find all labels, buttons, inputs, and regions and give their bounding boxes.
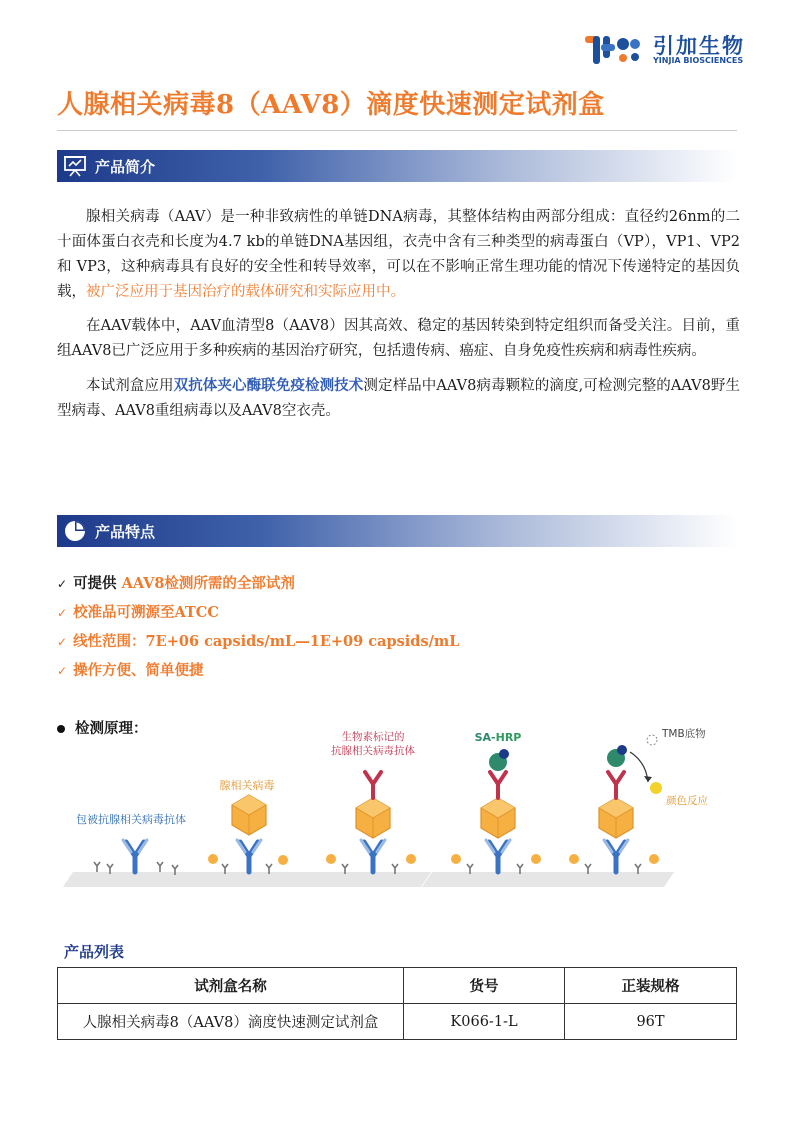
page-title: 人腺相关病毒8（AAV8）滴度快速测定试剂盒 xyxy=(57,90,605,120)
detection-principle-diagram xyxy=(57,722,737,892)
brand-mark-icon xyxy=(583,30,647,70)
biotin-label-line1: 生物素标记的 xyxy=(341,731,405,743)
section-label-features: 产品特点 xyxy=(95,523,156,541)
pie-chart-icon xyxy=(63,519,87,543)
intro-text xyxy=(57,205,740,433)
color-reaction-label: 颜色反应 xyxy=(666,795,708,807)
brand-name: 引加生物 xyxy=(653,34,745,58)
feature-item: ✓ 可提供 AAV8检测所需的全部试剂 xyxy=(57,575,295,592)
title-divider xyxy=(57,130,737,131)
header-pack-size: 正装规格 xyxy=(565,968,737,1004)
intro-highlight: 被广泛应用于基因治疗的载体研究和实际应用中。 xyxy=(86,284,405,300)
cell-kit-name: 人腺相关病毒8（AAV8）滴度快速测定试剂盒 xyxy=(58,1004,404,1040)
virus-label: 腺相关病毒 xyxy=(219,779,275,792)
feature-item: ✓ 线性范围：7E+06 capsids/mL—1E+09 capsids/mL xyxy=(57,633,460,650)
method-highlight: 双抗体夹心酶联免疫检测技术 xyxy=(173,377,364,394)
section-label-intro: 产品简介 xyxy=(95,158,156,176)
cell-catalog-no: K066-1-L xyxy=(404,1004,565,1040)
check-icon: ✓ xyxy=(57,606,68,620)
sa-hrp-label: SA-HRP xyxy=(474,731,522,744)
intro-paragraph-3: 本试剂盒应用双抗体夹心酶联免疫检测技术测定样品中AAV8病毒颗粒的滴度,可检测完整的AAV8野生型病毒、AAV8重组病毒以及AAV8空衣壳。 xyxy=(57,377,741,419)
cell-pack-size: 96T xyxy=(565,1004,737,1040)
presentation-board-icon xyxy=(63,154,87,178)
tmb-label: TMB底物 xyxy=(662,728,706,740)
coated-antibody-label: 包被抗腺相关病毒抗体 xyxy=(76,813,186,826)
check-icon: ✓ xyxy=(57,635,68,649)
section-header-intro xyxy=(57,150,737,182)
check-icon: ✓ xyxy=(57,577,68,591)
brand-subtitle: YINJIA BIOSCIENCES xyxy=(653,56,744,65)
feature-item: ✓ 操作方便、简单便捷 xyxy=(57,662,204,679)
header-kit-name: 试剂盒名称 xyxy=(58,968,404,1004)
brand-logo xyxy=(583,30,763,70)
product-list-title: 产品列表 xyxy=(64,943,125,961)
section-header-features xyxy=(57,515,737,547)
header-catalog-no: 货号 xyxy=(404,968,565,1004)
table-row xyxy=(58,1004,737,1040)
feature-item: ✓ 校准品可溯源至ATCC xyxy=(57,604,219,621)
product-table xyxy=(57,967,737,1040)
feature-list xyxy=(57,573,459,689)
principle-label: 检测原理： xyxy=(57,717,148,738)
intro-paragraph-2: 在AAV载体中，AAV血清型8（AAV8）因其高效、稳定的基因转染到特定组织而备受关注。目前，重组AAV8已广泛应用于多种疾病的基因治疗研究，包括遗传病、癌症、自身免疫性疾病和病毒性疾病。 xyxy=(57,318,740,359)
table-header-row xyxy=(58,968,737,1004)
intro-paragraph-1: 腺相关病毒（AAV）是一种非致病性的单链DNA病毒，其整体结构由两部分组成：直径约26nm的二十面体蛋白衣壳和长度为4.7 kb的单链DNA基因组，衣壳中含有三种类型的病毒蛋白（VP），VP1、VP2 和 VP3，这种病毒具有良好的安全性和转导效率，可以在不影响正常生理功能的情况下传递特定的基因负载，被广泛应用于基因治疗的载体研究和实际应用中。 xyxy=(57,209,740,300)
biotin-label-line2: 抗腺相关病毒抗体 xyxy=(331,745,415,757)
check-icon: ✓ xyxy=(57,664,68,678)
